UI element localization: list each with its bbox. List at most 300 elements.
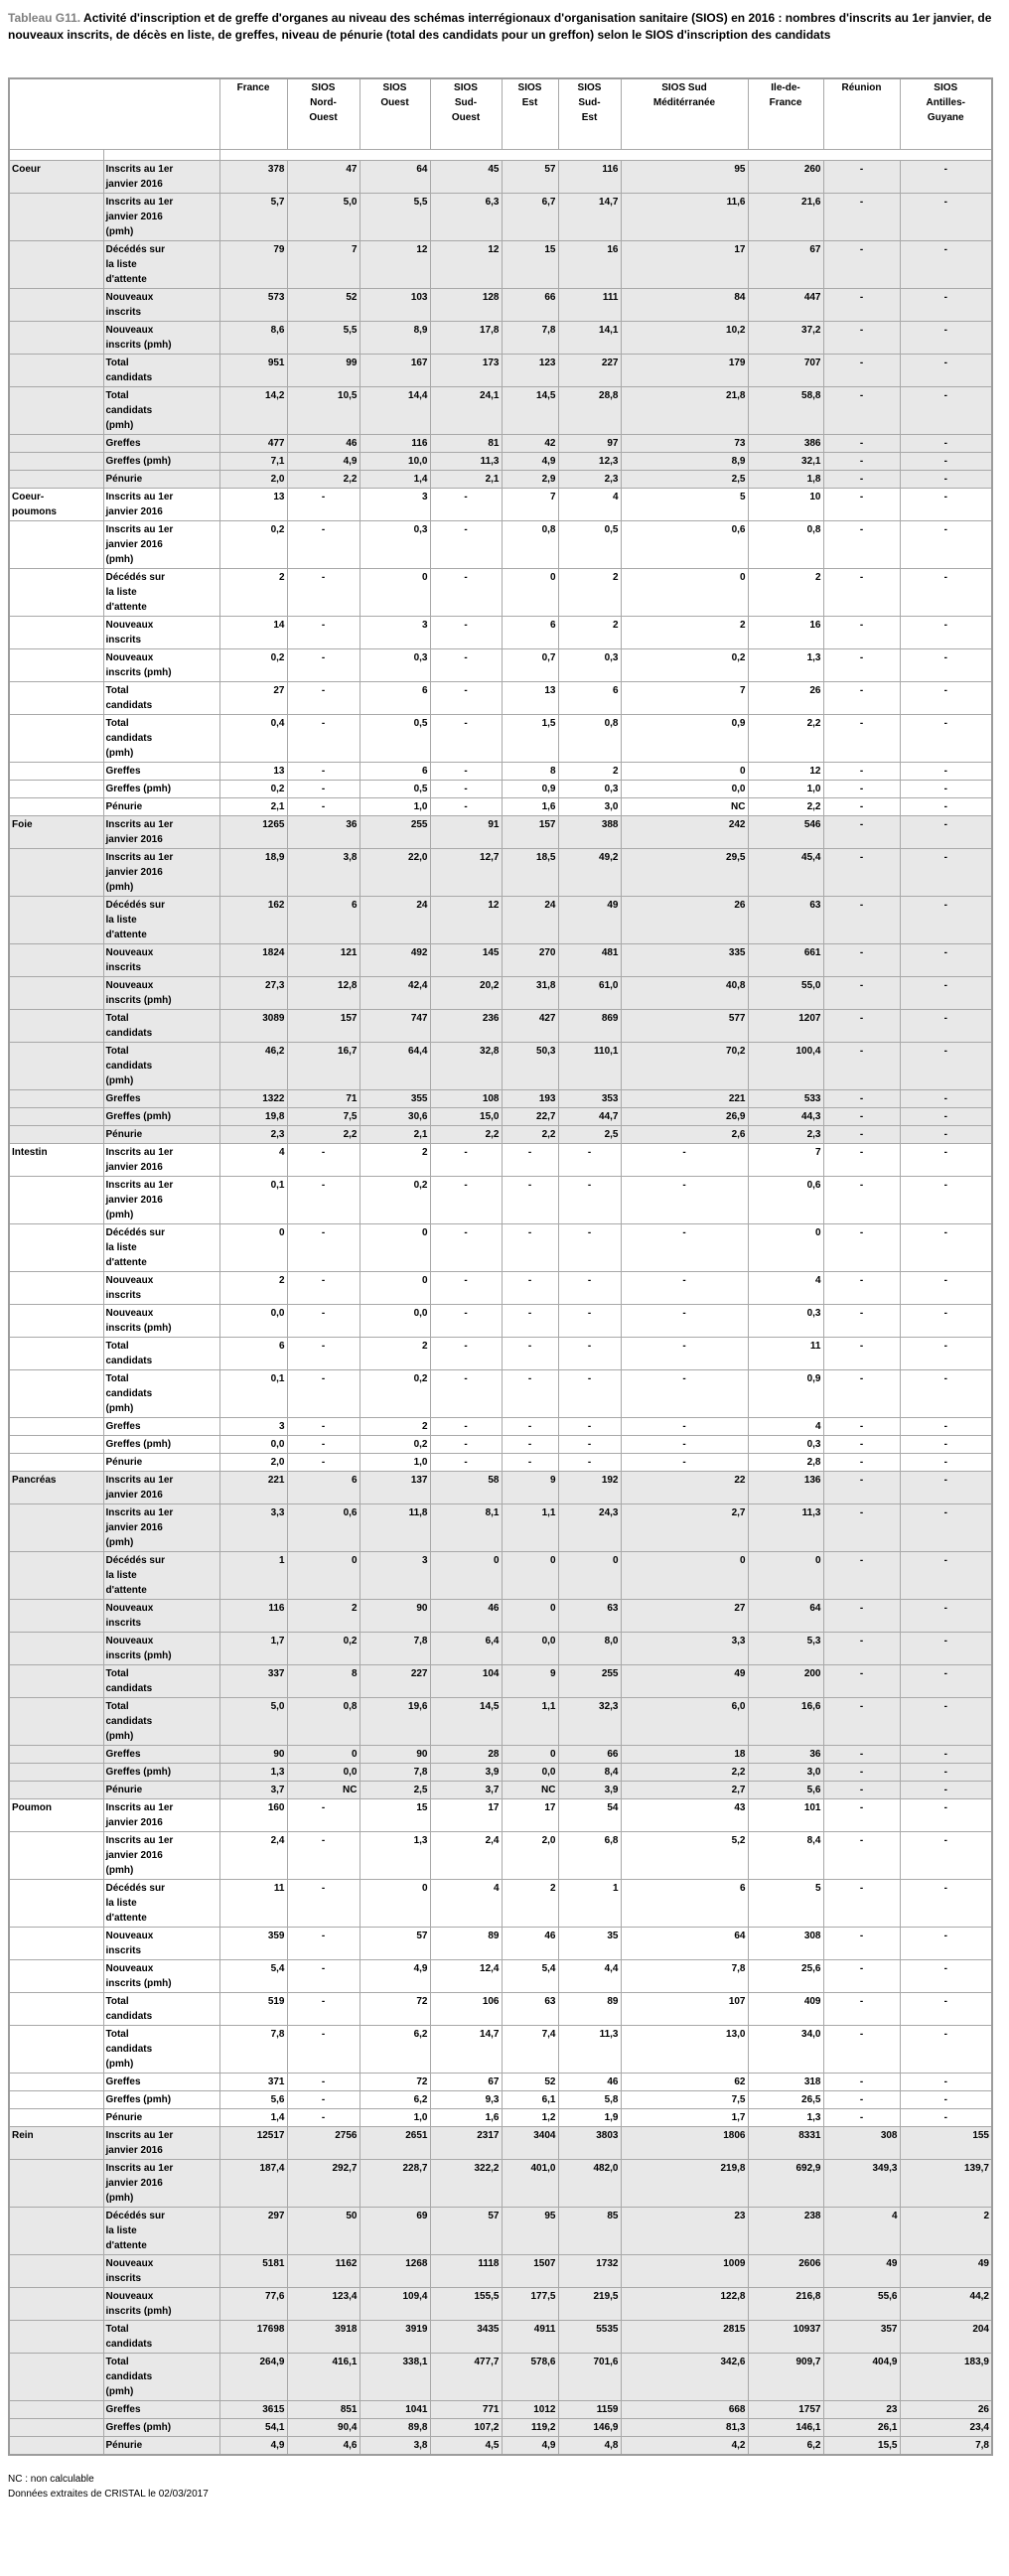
- value-cell: 6: [219, 1337, 287, 1369]
- table-row: [9, 1369, 992, 1417]
- value-cell: 242: [621, 815, 748, 848]
- value-cell: 5,3: [748, 1632, 823, 1664]
- table-row: [9, 321, 992, 354]
- value-cell: 2,2: [621, 1763, 748, 1781]
- value-cell: -: [900, 1599, 992, 1632]
- value-cell: 89,8: [360, 2418, 430, 2436]
- table-row: [9, 2073, 992, 2090]
- indicator-cell: Décédés sur la liste d'attente: [103, 2207, 219, 2254]
- value-cell: -: [287, 1927, 360, 1959]
- value-cell: 2,5: [360, 1781, 430, 1798]
- value-cell: -: [621, 1337, 748, 1369]
- table-row: [9, 681, 992, 714]
- value-cell: 146,9: [558, 2418, 621, 2436]
- organ-cell: [9, 1503, 103, 1551]
- value-cell: 349,3: [823, 2159, 900, 2207]
- value-cell: 578,6: [502, 2353, 558, 2400]
- value-cell: 0: [748, 1551, 823, 1599]
- value-cell: 0: [502, 1551, 558, 1599]
- value-cell: 22,7: [502, 1107, 558, 1125]
- value-cell: -: [287, 2025, 360, 2073]
- value-cell: -: [900, 681, 992, 714]
- value-cell: -: [287, 681, 360, 714]
- value-cell: 183,9: [900, 2353, 992, 2400]
- value-cell: -: [900, 160, 992, 193]
- value-cell: -: [823, 470, 900, 488]
- value-cell: 16: [558, 240, 621, 288]
- table-row: [9, 2207, 992, 2254]
- value-cell: -: [900, 1992, 992, 2025]
- table-row: [9, 1781, 992, 1798]
- value-cell: 4: [823, 2207, 900, 2254]
- value-cell: 79: [219, 240, 287, 288]
- value-cell: 47: [287, 160, 360, 193]
- value-cell: 49: [621, 1664, 748, 1697]
- value-cell: 15: [502, 240, 558, 288]
- value-cell: -: [823, 386, 900, 434]
- value-cell: 90: [219, 1745, 287, 1763]
- value-cell: -: [287, 1304, 360, 1337]
- value-cell: 0: [360, 1223, 430, 1271]
- value-cell: -: [823, 848, 900, 896]
- value-cell: -: [823, 714, 900, 762]
- value-cell: -: [823, 1125, 900, 1143]
- value-cell: 2,1: [430, 470, 502, 488]
- column-header: SIOS Sud- Ouest: [430, 78, 502, 149]
- value-cell: 46: [287, 434, 360, 452]
- value-cell: -: [287, 1831, 360, 1879]
- value-cell: -: [900, 943, 992, 976]
- value-cell: -: [287, 520, 360, 568]
- column-header: SIOS Ouest: [360, 78, 430, 149]
- value-cell: 2,7: [621, 1503, 748, 1551]
- value-cell: 219,8: [621, 2159, 748, 2207]
- indicator-cell: Décédés sur la liste d'attente: [103, 896, 219, 943]
- value-cell: 14,7: [558, 193, 621, 240]
- value-cell: -: [823, 780, 900, 797]
- value-cell: 342,6: [621, 2353, 748, 2400]
- value-cell: 5: [621, 488, 748, 520]
- value-cell: 23: [823, 2400, 900, 2418]
- value-cell: 3: [360, 488, 430, 520]
- value-cell: 97: [558, 434, 621, 452]
- organ-cell: [9, 568, 103, 616]
- indicator-cell: Nouveaux inscrits: [103, 943, 219, 976]
- table-row: [9, 2254, 992, 2287]
- value-cell: 8,9: [360, 321, 430, 354]
- value-cell: 4,6: [287, 2436, 360, 2455]
- value-cell: 338,1: [360, 2353, 430, 2400]
- value-cell: -: [823, 1009, 900, 1042]
- value-cell: 3: [360, 616, 430, 648]
- value-cell: 0: [360, 568, 430, 616]
- indicator-cell: Greffes: [103, 434, 219, 452]
- value-cell: 0: [502, 1745, 558, 1763]
- table-row: [9, 2320, 992, 2353]
- value-cell: -: [900, 762, 992, 780]
- indicator-cell: Total candidats: [103, 354, 219, 386]
- value-cell: -: [900, 1551, 992, 1599]
- value-cell: 1,3: [360, 1831, 430, 1879]
- value-cell: 67: [430, 2073, 502, 2090]
- indicator-cell: Greffes (pmh): [103, 1435, 219, 1453]
- value-cell: 2,0: [502, 1831, 558, 1879]
- column-header: SIOS Antilles- Guyane: [900, 78, 992, 149]
- value-cell: 12,4: [430, 1959, 502, 1992]
- value-cell: 2: [360, 1417, 430, 1435]
- value-cell: 219,5: [558, 2287, 621, 2320]
- indicator-cell: Nouveaux inscrits: [103, 2254, 219, 2287]
- value-cell: 6: [558, 681, 621, 714]
- value-cell: -: [823, 160, 900, 193]
- value-cell: 64,4: [360, 1042, 430, 1089]
- organ-cell: [9, 386, 103, 434]
- value-cell: -: [900, 1453, 992, 1471]
- value-cell: 11: [219, 1879, 287, 1927]
- value-cell: 14,7: [430, 2025, 502, 2073]
- column-header: Ile-de- France: [748, 78, 823, 149]
- indicator-cell: Nouveaux inscrits (pmh): [103, 976, 219, 1009]
- organ-cell: [9, 2353, 103, 2400]
- organ-cell: [9, 2436, 103, 2455]
- value-cell: 4,9: [502, 2436, 558, 2455]
- organ-cell: [9, 1271, 103, 1304]
- value-cell: 12: [430, 240, 502, 288]
- value-cell: 3803: [558, 2126, 621, 2159]
- value-cell: 69: [360, 2207, 430, 2254]
- value-cell: -: [430, 1337, 502, 1369]
- value-cell: 66: [502, 288, 558, 321]
- value-cell: 3089: [219, 1009, 287, 1042]
- value-cell: -: [430, 1223, 502, 1271]
- value-cell: 55,6: [823, 2287, 900, 2320]
- organ-cell: Pancréas: [9, 1471, 103, 1503]
- organ-cell: [9, 616, 103, 648]
- value-cell: 12: [430, 896, 502, 943]
- value-cell: -: [900, 1009, 992, 1042]
- value-cell: -: [621, 1143, 748, 1176]
- value-cell: 378: [219, 160, 287, 193]
- value-cell: 404,9: [823, 2353, 900, 2400]
- value-cell: 64: [360, 160, 430, 193]
- value-cell: -: [823, 1697, 900, 1745]
- value-cell: -: [900, 1781, 992, 1798]
- value-cell: -: [900, 1879, 992, 1927]
- organ-cell: [9, 2159, 103, 2207]
- value-cell: 136: [748, 1471, 823, 1503]
- value-cell: 21,8: [621, 386, 748, 434]
- organ-cell: [9, 2207, 103, 2254]
- value-cell: -: [287, 1417, 360, 1435]
- value-cell: -: [823, 1831, 900, 1879]
- value-cell: -: [287, 780, 360, 797]
- value-cell: -: [502, 1143, 558, 1176]
- value-cell: 193: [502, 1089, 558, 1107]
- organ-cell: [9, 1745, 103, 1763]
- table-body: [9, 149, 992, 2455]
- value-cell: 155,5: [430, 2287, 502, 2320]
- value-cell: -: [502, 1304, 558, 1337]
- organ-cell: [9, 1551, 103, 1599]
- value-cell: 0,8: [287, 1697, 360, 1745]
- value-cell: 16,6: [748, 1697, 823, 1745]
- value-cell: 22: [621, 1471, 748, 1503]
- indicator-cell: Inscrits au 1er janvier 2016 (pmh): [103, 1503, 219, 1551]
- value-cell: 2: [219, 568, 287, 616]
- value-cell: -: [823, 288, 900, 321]
- value-cell: 308: [823, 2126, 900, 2159]
- organ-cell: [9, 648, 103, 681]
- value-cell: 255: [360, 815, 430, 848]
- value-cell: -: [823, 1992, 900, 2025]
- value-cell: 11,8: [360, 1503, 430, 1551]
- table-row: [9, 434, 992, 452]
- value-cell: 0,0: [621, 780, 748, 797]
- value-cell: 81: [430, 434, 502, 452]
- value-cell: -: [823, 1471, 900, 1503]
- value-cell: -: [823, 943, 900, 976]
- value-cell: 747: [360, 1009, 430, 1042]
- value-cell: 0: [360, 1879, 430, 1927]
- value-cell: 1012: [502, 2400, 558, 2418]
- value-cell: 4: [558, 488, 621, 520]
- value-cell: 2: [558, 568, 621, 616]
- organ-cell: [9, 1176, 103, 1223]
- value-cell: 8,6: [219, 321, 287, 354]
- value-cell: 2: [558, 762, 621, 780]
- value-cell: 24,1: [430, 386, 502, 434]
- indicator-cell: Inscrits au 1er janvier 2016: [103, 160, 219, 193]
- value-cell: 0,8: [558, 714, 621, 762]
- table-row: [9, 2287, 992, 2320]
- table-row: [9, 780, 992, 797]
- value-cell: 427: [502, 1009, 558, 1042]
- value-cell: 3404: [502, 2126, 558, 2159]
- organ-cell: [9, 2025, 103, 2073]
- value-cell: 0,2: [621, 648, 748, 681]
- value-cell: 0,3: [558, 780, 621, 797]
- value-cell: 1: [219, 1551, 287, 1599]
- value-cell: 46: [430, 1599, 502, 1632]
- value-cell: 192: [558, 1471, 621, 1503]
- value-cell: -: [502, 1223, 558, 1271]
- value-cell: 228,7: [360, 2159, 430, 2207]
- value-cell: -: [900, 648, 992, 681]
- value-cell: 55,0: [748, 976, 823, 1009]
- value-cell: -: [823, 1337, 900, 1369]
- indicator-cell: Total candidats (pmh): [103, 1042, 219, 1089]
- value-cell: 1,0: [360, 2108, 430, 2126]
- value-cell: 26,9: [621, 1107, 748, 1125]
- value-cell: -: [900, 1697, 992, 1745]
- table-row: [9, 470, 992, 488]
- value-cell: 1,1: [502, 1503, 558, 1551]
- value-cell: 1041: [360, 2400, 430, 2418]
- value-cell: 8: [287, 1664, 360, 1697]
- value-cell: 30,6: [360, 1107, 430, 1125]
- table-row: [9, 2353, 992, 2400]
- value-cell: 106: [430, 1992, 502, 2025]
- indicator-cell: Nouveaux inscrits (pmh): [103, 1304, 219, 1337]
- indicator-cell: Total candidats (pmh): [103, 2025, 219, 2073]
- value-cell: 1162: [287, 2254, 360, 2287]
- value-cell: -: [900, 193, 992, 240]
- value-cell: 3: [219, 1417, 287, 1435]
- value-cell: 0,3: [558, 648, 621, 681]
- value-cell: 0,0: [502, 1763, 558, 1781]
- value-cell: 386: [748, 434, 823, 452]
- value-cell: 519: [219, 1992, 287, 2025]
- table-row: [9, 616, 992, 648]
- value-cell: 2,5: [558, 1125, 621, 1143]
- header-row: [9, 78, 992, 149]
- value-cell: 7,8: [621, 1959, 748, 1992]
- value-cell: 0: [430, 1551, 502, 1599]
- value-cell: 109,4: [360, 2287, 430, 2320]
- organ-cell: [9, 2287, 103, 2320]
- indicator-cell: Greffes (pmh): [103, 1763, 219, 1781]
- value-cell: -: [823, 2090, 900, 2108]
- table-row: [9, 1337, 992, 1369]
- value-cell: 533: [748, 1089, 823, 1107]
- value-cell: 0,0: [287, 1763, 360, 1781]
- value-cell: 0: [502, 1599, 558, 1632]
- organ-cell: [9, 354, 103, 386]
- value-cell: -: [900, 1503, 992, 1551]
- value-cell: 99: [287, 354, 360, 386]
- organ-cell: [9, 848, 103, 896]
- value-cell: 17698: [219, 2320, 287, 2353]
- value-cell: 2,8: [748, 1453, 823, 1471]
- value-cell: 2,3: [558, 470, 621, 488]
- table-row: [9, 354, 992, 386]
- organ-cell: [9, 1089, 103, 1107]
- value-cell: 3,9: [430, 1763, 502, 1781]
- indicator-cell: Inscrits au 1er janvier 2016 (pmh): [103, 520, 219, 568]
- value-cell: 52: [287, 288, 360, 321]
- value-cell: -: [823, 1745, 900, 1763]
- value-cell: 1757: [748, 2400, 823, 2418]
- organ-cell: [9, 1781, 103, 1798]
- value-cell: 12517: [219, 2126, 287, 2159]
- value-cell: 1,6: [430, 2108, 502, 2126]
- value-cell: 661: [748, 943, 823, 976]
- value-cell: -: [823, 681, 900, 714]
- table-row: [9, 1435, 992, 1453]
- value-cell: 18: [621, 1745, 748, 1763]
- value-cell: 1,1: [502, 1697, 558, 1745]
- value-cell: -: [823, 815, 900, 848]
- indicator-cell: Nouveaux inscrits: [103, 1599, 219, 1632]
- value-cell: 8331: [748, 2126, 823, 2159]
- value-cell: -: [621, 1435, 748, 1453]
- table-title-text: Activité d'inscription et de greffe d'organes au niveau des schémas interrégionaux d'organisation sanitaire (SIOS) en 2016 : nombres d'inscrits au 1er janvier, de nouveaux inscrits, de décès en liste, de greffes, niveau de pénurie (total des candidats pour un greffon) selon le SIOS d'inscription des candidats: [8, 11, 992, 43]
- organ-cell: [9, 1453, 103, 1471]
- value-cell: 0,2: [219, 780, 287, 797]
- table-row: [9, 1632, 992, 1664]
- value-cell: 77,6: [219, 2287, 287, 2320]
- value-cell: 6,1: [502, 2090, 558, 2108]
- value-cell: 0,0: [360, 1304, 430, 1337]
- value-cell: 0: [621, 1551, 748, 1599]
- value-cell: 32,1: [748, 452, 823, 470]
- indicator-cell: Pénurie: [103, 2436, 219, 2455]
- value-cell: 45: [430, 160, 502, 193]
- value-cell: 70,2: [621, 1042, 748, 1089]
- value-cell: 160: [219, 1798, 287, 1831]
- value-cell: -: [900, 2090, 992, 2108]
- value-cell: NC: [502, 1781, 558, 1798]
- value-cell: -: [823, 488, 900, 520]
- value-cell: -: [900, 1632, 992, 1664]
- value-cell: -: [430, 1435, 502, 1453]
- value-cell: -: [558, 1304, 621, 1337]
- value-cell: 16: [748, 616, 823, 648]
- value-cell: 4,9: [502, 452, 558, 470]
- organ-cell: [9, 520, 103, 568]
- value-cell: 0,8: [502, 520, 558, 568]
- value-cell: -: [823, 1417, 900, 1435]
- value-cell: 13: [219, 488, 287, 520]
- value-cell: 6,3: [430, 193, 502, 240]
- value-cell: 0,2: [219, 648, 287, 681]
- table-row: [9, 1664, 992, 1697]
- value-cell: 108: [430, 1089, 502, 1107]
- indicator-cell: Pénurie: [103, 470, 219, 488]
- organ-cell: Coeur- poumons: [9, 488, 103, 520]
- value-cell: 45,4: [748, 848, 823, 896]
- value-cell: -: [823, 520, 900, 568]
- indicator-cell: Décédés sur la liste d'attente: [103, 568, 219, 616]
- value-cell: 146,1: [748, 2418, 823, 2436]
- table-row: [9, 1551, 992, 1599]
- table-row: [9, 2159, 992, 2207]
- indicator-cell: Nouveaux inscrits: [103, 288, 219, 321]
- value-cell: 1,0: [360, 797, 430, 815]
- value-cell: -: [287, 616, 360, 648]
- organ-cell: [9, 1927, 103, 1959]
- indicator-cell: Total candidats: [103, 1664, 219, 1697]
- table-row: [9, 193, 992, 240]
- value-cell: 5,0: [219, 1697, 287, 1745]
- indicator-cell: Greffes: [103, 2073, 219, 2090]
- indicator-cell: Inscrits au 1er janvier 2016: [103, 1471, 219, 1503]
- value-cell: 49: [558, 896, 621, 943]
- value-cell: 73: [621, 434, 748, 452]
- value-cell: 8,4: [558, 1763, 621, 1781]
- value-cell: -: [900, 1959, 992, 1992]
- value-cell: 2,6: [621, 1125, 748, 1143]
- value-cell: 0,2: [360, 1369, 430, 1417]
- value-cell: -: [823, 321, 900, 354]
- value-cell: -: [900, 616, 992, 648]
- value-cell: 0,2: [219, 520, 287, 568]
- value-cell: 18,9: [219, 848, 287, 896]
- indicator-cell: Total candidats (pmh): [103, 1369, 219, 1417]
- value-cell: 0,2: [360, 1435, 430, 1453]
- value-cell: 1,7: [621, 2108, 748, 2126]
- table-row: [9, 1745, 992, 1763]
- value-cell: 137: [360, 1471, 430, 1503]
- value-cell: 16,7: [287, 1042, 360, 1089]
- value-cell: 46: [502, 1927, 558, 1959]
- value-cell: 0: [502, 568, 558, 616]
- value-cell: -: [823, 1763, 900, 1781]
- value-cell: 119,2: [502, 2418, 558, 2436]
- value-cell: 482,0: [558, 2159, 621, 2207]
- value-cell: 2651: [360, 2126, 430, 2159]
- value-cell: 162: [219, 896, 287, 943]
